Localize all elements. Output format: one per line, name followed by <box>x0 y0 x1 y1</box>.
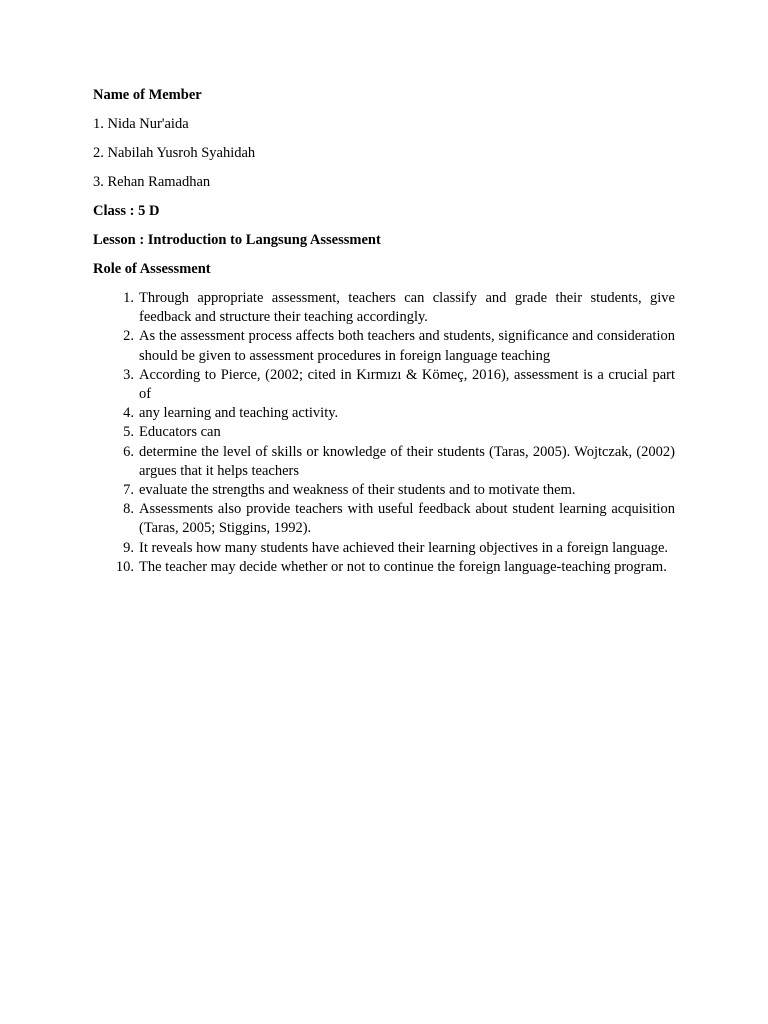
list-number: 7. <box>123 482 134 499</box>
list-text: It reveals how many students have achieved their learning objectives in a foreign language. <box>139 539 669 556</box>
list-number: 4. <box>123 405 134 422</box>
list-item <box>93 443 675 481</box>
list-text: Assessments also provide teachers with useful feedback about student learning acquisition (Taras, 2005; Stiggins, 1992). <box>139 501 675 537</box>
list-number: 2. <box>123 328 134 345</box>
list-item <box>93 481 675 500</box>
list-number: 1. <box>123 290 134 306</box>
list-number: 6. <box>123 443 134 460</box>
list-text: Through appropriate assessment, teachers can classify and grade their students, give feedback and structure their teaching accordingly. <box>139 290 675 326</box>
list-text: determine the level of skills or knowledge of their students (Taras, 2005). Wojtczak, (2002) argues that it helps teachers <box>139 443 675 479</box>
member-2: 2. Nabilah Yusroh Syahidah <box>93 145 256 161</box>
list-text: According to Pierce, (2002; cited in Kırmızı & Kömeç, 2016), assessment is a crucial part of <box>139 366 675 403</box>
list-number: 3. <box>123 366 134 383</box>
list-item <box>93 558 675 577</box>
list-item <box>93 423 675 442</box>
member-3: 3. Rehan Ramadhan <box>93 174 211 190</box>
list-number: 10. <box>115 558 134 575</box>
members-heading: Name of Member <box>93 87 202 103</box>
assessment-list <box>93 289 675 577</box>
lesson-line: Lesson : Introduction to Langsung Assessment <box>93 232 381 248</box>
list-number: 5. <box>123 424 134 441</box>
list-item <box>93 539 675 558</box>
list-item <box>93 404 675 423</box>
list-number: 9. <box>123 539 134 556</box>
list-number: 8. <box>123 501 134 518</box>
member-1: 1. Nida Nur'aida <box>93 116 189 132</box>
class-line: Class : 5 D <box>93 203 160 219</box>
list-text: Educators can <box>139 424 221 441</box>
list-item <box>93 366 675 404</box>
list-text: The teacher may decide whether or not to continue the foreign language-teaching program. <box>139 558 667 575</box>
list-item <box>93 289 675 327</box>
list-text: any learning and teaching activity. <box>139 405 339 422</box>
list-item <box>93 327 675 365</box>
section-heading: Role of Assessment <box>93 261 211 277</box>
document-page <box>93 86 675 577</box>
list-text: evaluate the strengths and weakness of their students and to motivate them. <box>139 482 576 499</box>
list-text: As the assessment process affects both teachers and students, significance and consideration should be given to assessment procedures in foreign language teaching <box>139 328 675 364</box>
list-item <box>93 500 675 538</box>
